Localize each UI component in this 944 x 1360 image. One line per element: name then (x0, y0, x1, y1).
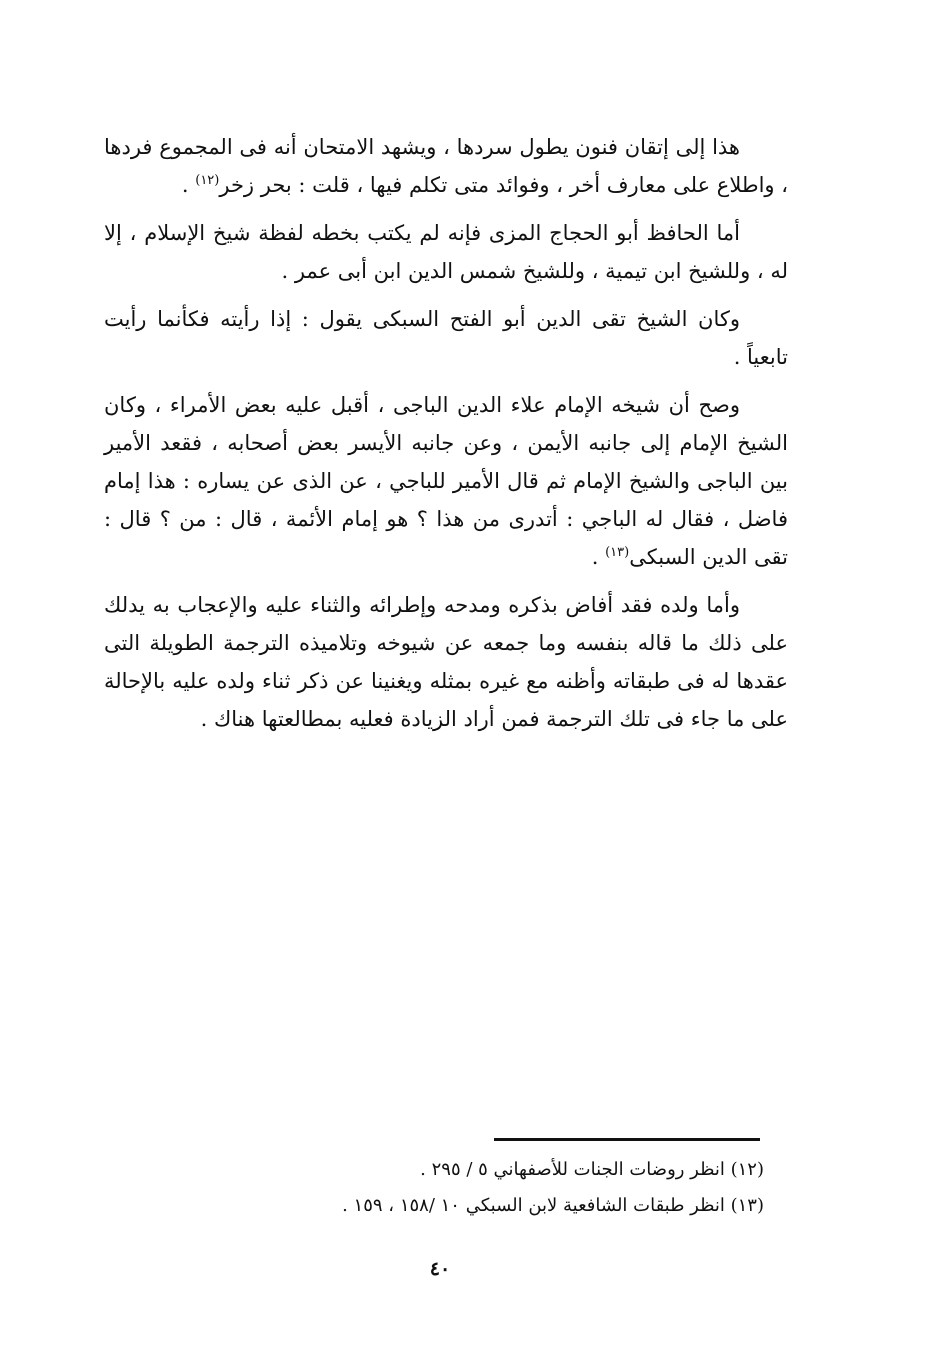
main-text (104, 128, 788, 748)
paragraph-4 (104, 386, 788, 576)
footnote-divider (494, 1138, 760, 1141)
paragraph-5 (104, 586, 788, 738)
paragraph-text: وأما ولده فقد أفاض بذكره ومدحه وإطرائه والثناء عليه والإعجاب به يدلك على ذلك ما قاله بنفسه وما جمعه عن شيوخه وتلاميذه الترجمة الطويلة التى عقدها له فى طبقاته وأظنه مع غيره بمثله ويغنينا عن ذكر ثناء ولده عليه بالإحالة على ما جاء فى تلك الترجمة فمن أراد الزيادة فعليه بمطالعتها هناك . (104, 593, 788, 731)
paragraph-tail: . (181, 173, 196, 197)
paragraph-text: وكان الشيخ تقى الدين أبو الفتح السبكى يقول : إذا رأيته فكأنما رأيت تابعياً . (104, 307, 788, 369)
footnote-13: (١٣) انظر طبقات الشافعية لابن السبكي ١٠ /١٥٨ ، ١٥٩ . (342, 1195, 764, 1216)
paragraph-tail: . (591, 545, 606, 569)
paragraph-3 (104, 300, 788, 376)
page-number: ٤٠ (429, 1258, 451, 1280)
footnote-reference-12[interactable]: (١٢) (195, 173, 220, 188)
paragraph-2 (104, 214, 788, 290)
paragraph-text: وصح أن شيخه الإمام علاء الدين الباجى ، أقبل عليه بعض الأمراء ، وكان الشيخ الإمام إلى جانبه الأيمن ، وعن جانبه الأيسر بعض أصحابه ، فقعد الأمير بين الباجى والشيخ الإمام ثم قال الأمير للباجي ، عن الذى عن يساره : هذا إمام فاضل ، فقال له الباجي : أتدرى من هذا ؟ هو إمام الأئمة ، قال : من ؟ قال : تقى الدين السبكى (104, 393, 788, 569)
paragraph-1 (104, 128, 788, 204)
footnote-reference-13[interactable]: (١٣) (605, 545, 630, 560)
paragraph-text: هذا إلى إتقان فنون يطول سردها ، ويشهد الامتحان أنه فى المجموع فردها ، واطلاع على معارف أخر ، وفوائد متى تكلم فيها ، قلت : بحر زخر (104, 135, 788, 197)
footnote-12: (١٢) انظر روضات الجنات للأصفهاني ٥ / ٢٩٥ . (420, 1159, 764, 1180)
footnotes-section (240, 1152, 764, 1224)
paragraph-text: أما الحافظ أبو الحجاج المزى فإنه لم يكتب بخطه لفظة شيخ الإسلام ، إلا له ، وللشيخ ابن تيمية ، وللشيخ شمس الدين ابن أبى عمر . (104, 221, 788, 283)
